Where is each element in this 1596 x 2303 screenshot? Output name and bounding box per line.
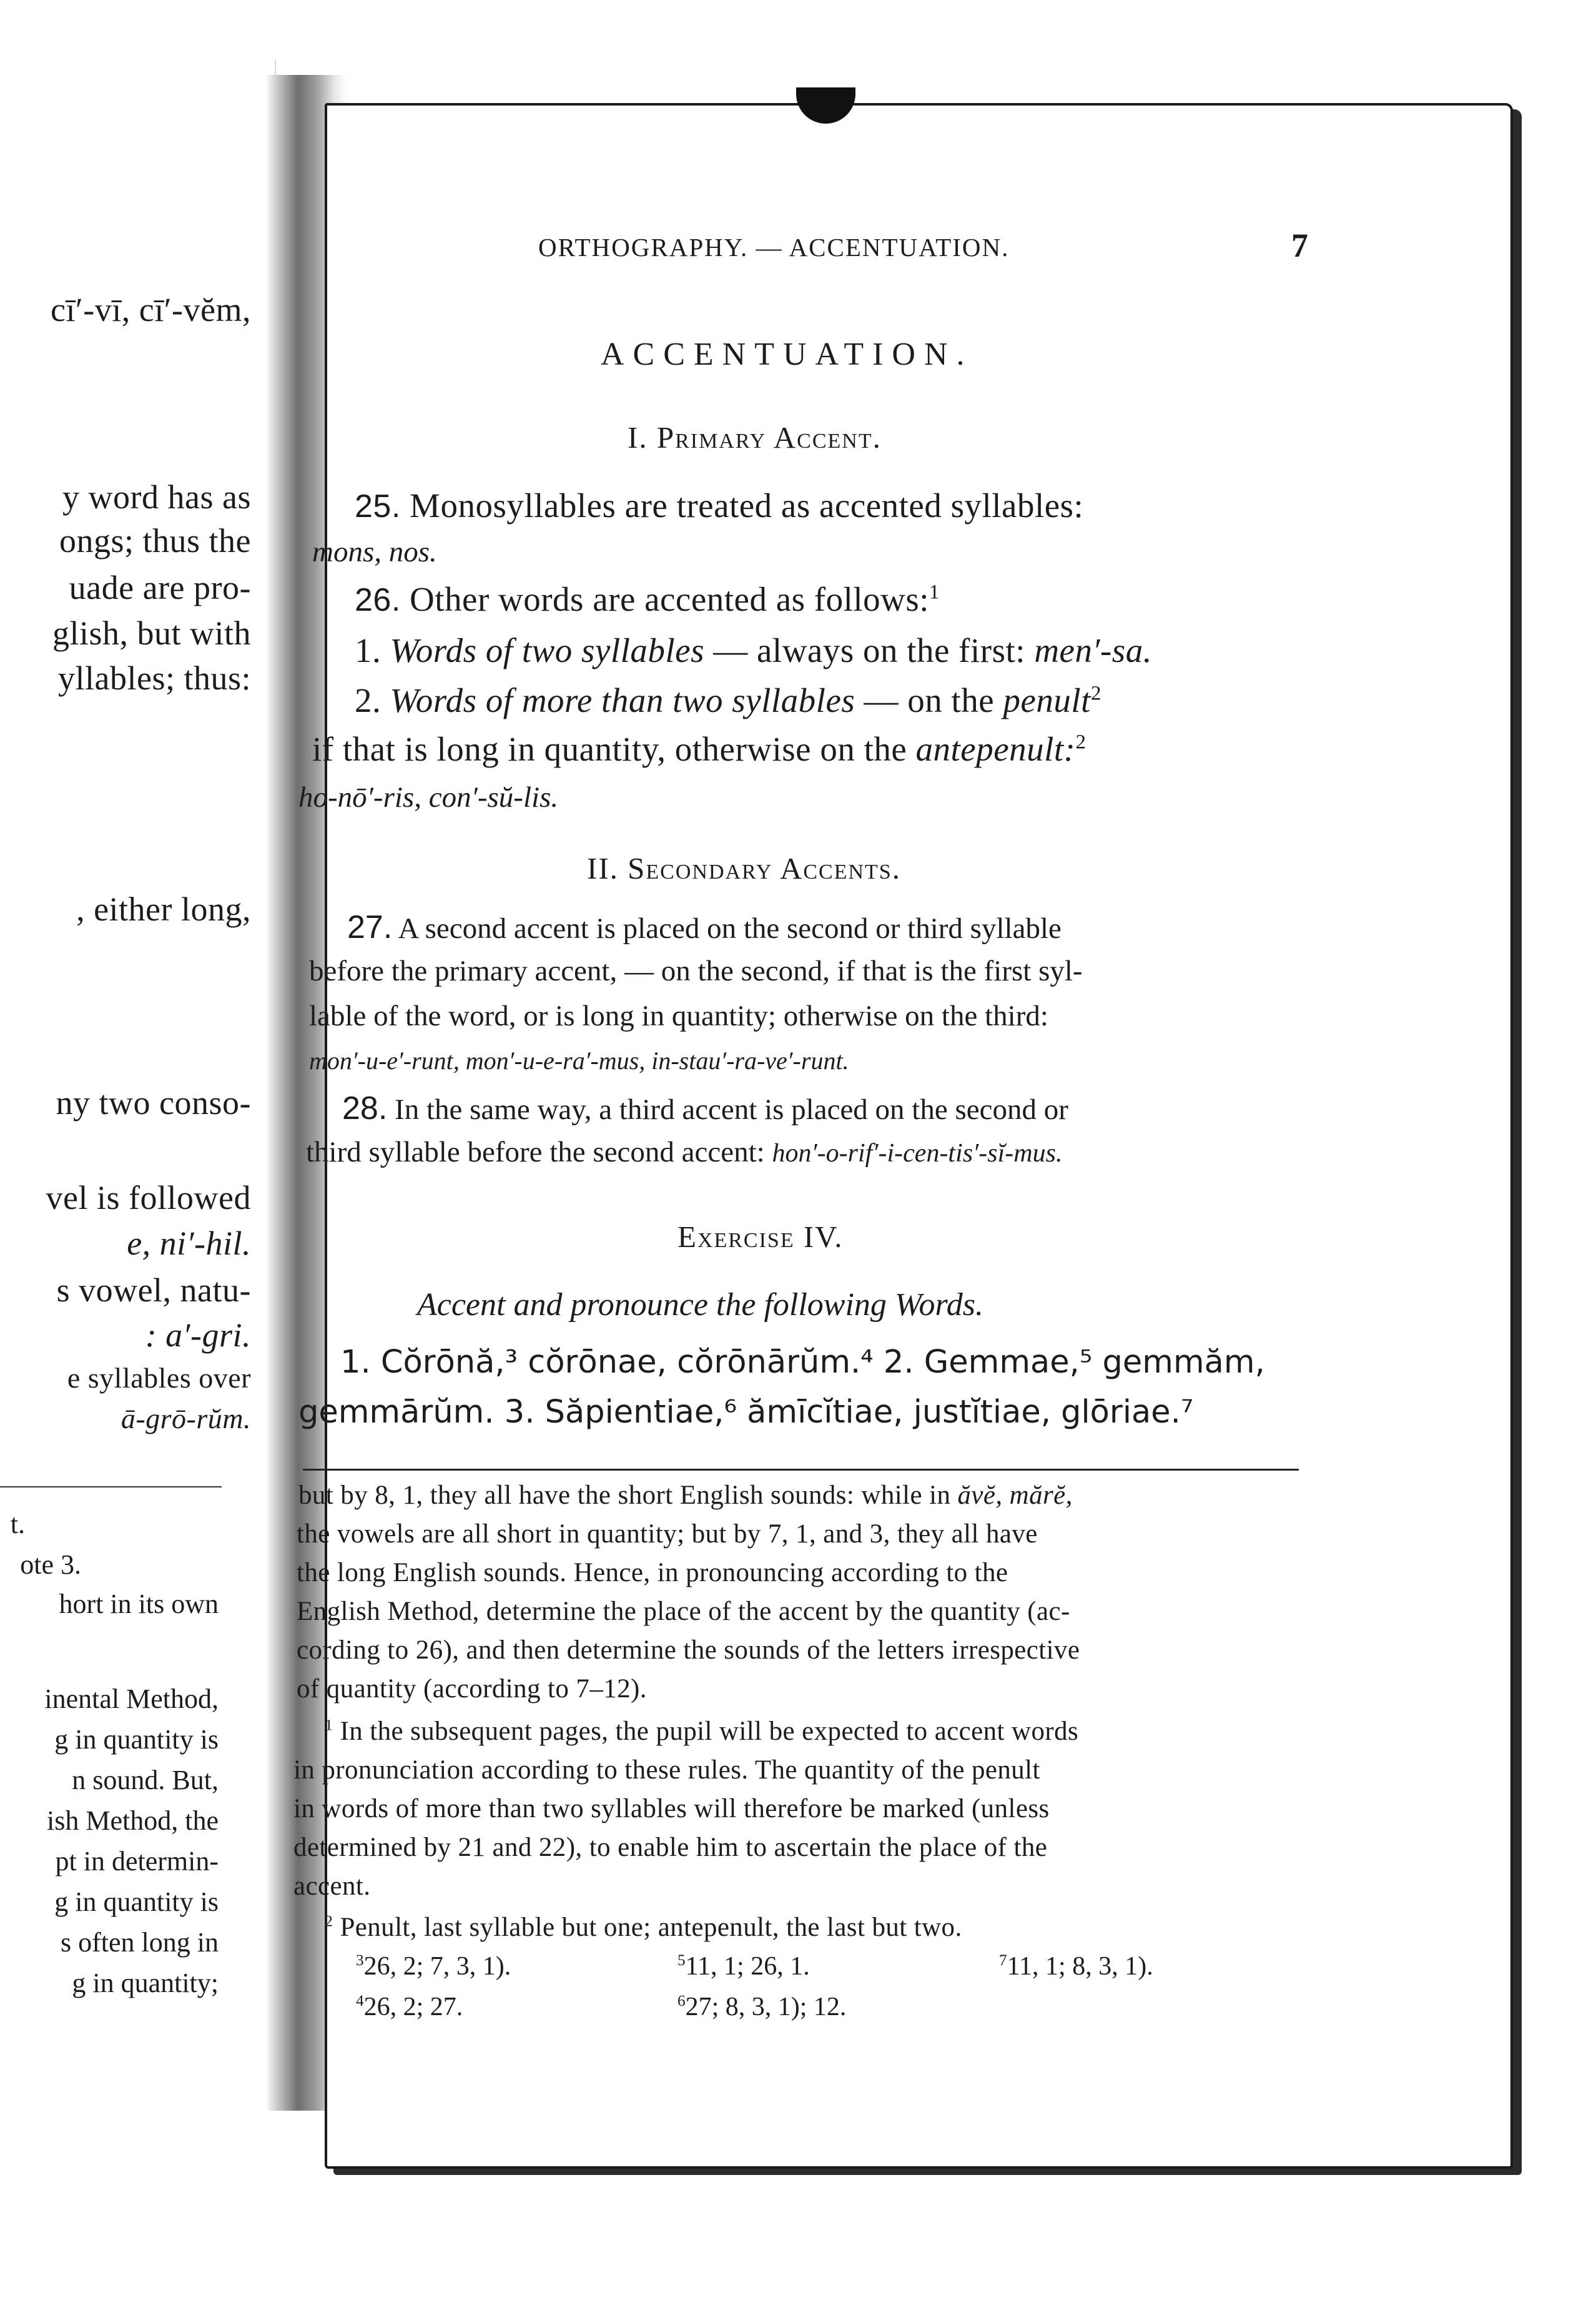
footnote-line: English Method, determine the place of the accent by the quantity (ac- bbox=[297, 1597, 1070, 1626]
exercise-reference bbox=[356, 1992, 463, 2022]
paragraph-28-line bbox=[306, 1135, 1062, 1169]
section-numeral: II. bbox=[587, 851, 619, 885]
exercise-reference bbox=[677, 1951, 810, 1981]
example-words: mons, nos. bbox=[312, 536, 437, 568]
section-heading-primary-accent bbox=[628, 420, 882, 455]
footnote-line bbox=[298, 1480, 1073, 1511]
example-words: ho-nō′-ris, con′-sŭ-lis. bbox=[298, 781, 559, 814]
reference-text: 11, 1; 8, 3, 1). bbox=[1007, 1952, 1153, 1981]
reference-marker: 4 bbox=[356, 1993, 364, 2010]
reference-text: 27; 8, 3, 1); 12. bbox=[685, 1993, 847, 2021]
paragraph-number: 27. bbox=[347, 909, 393, 945]
footnote-2 bbox=[325, 1912, 962, 1943]
left-text-line: ā-grō-rŭm. bbox=[121, 1403, 251, 1434]
footnote-line: determined by 21 and 22), to enable him to ascertain the place of the bbox=[293, 1833, 1048, 1862]
reference-marker: 7 bbox=[999, 1952, 1007, 1969]
left-text-line: vel is followed bbox=[46, 1179, 251, 1216]
paragraph-text: third syllable before the second accent: bbox=[306, 1136, 765, 1168]
section-heading-secondary-accents bbox=[587, 851, 901, 886]
running-header: ORTHOGRAPHY. — ACCENTUATION. bbox=[538, 233, 1010, 262]
footnote-line: the long English sounds. Hence, in pronouncing according to the bbox=[297, 1558, 1008, 1587]
left-text-line: ongs; thus the bbox=[59, 522, 251, 560]
footnote-text: Penult, last syllable but one; antepenult, the last but two. bbox=[340, 1913, 962, 1942]
footnote-marker: 1 bbox=[929, 581, 940, 604]
footnote-line: the vowels are all short in quantity; but by 7, 1, and 3, they all have bbox=[297, 1519, 1038, 1549]
example-words: mon′-u-e′-runt, mon′-u-e-ra′-mus, in-stau′-ra-ve′-runt. bbox=[309, 1047, 849, 1075]
exercise-reference bbox=[356, 1951, 511, 1981]
footnote-line: in pronunciation according to these rules. The quantity of the penult bbox=[293, 1755, 1040, 1785]
previous-page-fragment bbox=[0, 59, 276, 2076]
section-title: Secondary Accents. bbox=[628, 851, 901, 885]
left-text-line: y word has as bbox=[62, 478, 251, 516]
rule-item-1 bbox=[355, 631, 1152, 670]
left-text-line: , either long, bbox=[76, 890, 251, 928]
reference-text: 26, 2; 27. bbox=[363, 1993, 463, 2021]
paragraph-text: A second accent is placed on the second or third syllable bbox=[398, 912, 1062, 945]
left-text-line: cī′-vī, cī′-vĕm, bbox=[50, 291, 251, 328]
paragraph-number: 26. bbox=[355, 582, 401, 618]
reference-marker: 6 bbox=[677, 1993, 686, 2010]
paragraph-text: In the same way, a third accent is placed on the second or bbox=[395, 1093, 1068, 1126]
footnote-text: but by 8, 1, they all have the short English sounds: while in bbox=[298, 1481, 951, 1510]
exercise-words-line: 1. Cŏrōnă,³ cŏrōnae, cŏrōnārŭm.⁴ 2. Gemmae,⁵ gemmăm, bbox=[340, 1344, 1265, 1381]
left-note-line: pt in determin- bbox=[55, 1846, 219, 1876]
paragraph-27-line: lable of the word, or is long in quantity; otherwise on the third: bbox=[309, 1000, 1048, 1032]
paragraph-text: Other words are accented as follows: bbox=[410, 580, 930, 618]
page-number: 7 bbox=[1291, 227, 1308, 264]
left-note-line: g in quantity is bbox=[54, 1886, 219, 1917]
chapter-title: ACCENTUATION. bbox=[601, 337, 973, 372]
left-text-line: uade are pro- bbox=[69, 569, 251, 606]
paragraph-27 bbox=[347, 909, 1062, 946]
section-title: Primary Accent. bbox=[656, 420, 882, 455]
exercise-reference bbox=[677, 1992, 846, 2022]
left-text-line: : a′-gri. bbox=[145, 1316, 251, 1354]
paragraph-27-line: before the primary accent, — on the second, if that is the first syl- bbox=[309, 955, 1083, 987]
footnote-marker: 2 bbox=[1075, 731, 1086, 754]
left-note-line: ish Method, the bbox=[47, 1805, 219, 1836]
footnote-line: of quantity (according to 7–12). bbox=[297, 1674, 647, 1704]
item-text: if that is long in quantity, otherwise on the bbox=[312, 730, 907, 768]
left-note-line: g in quantity; bbox=[72, 1968, 219, 1998]
left-note-line: ote 3. bbox=[20, 1549, 81, 1580]
footnote-rule bbox=[303, 1469, 1299, 1471]
left-note-line: inental Method, bbox=[44, 1684, 219, 1714]
term-antepenult: antepenult: bbox=[915, 730, 1076, 768]
item-text: — always on the first: bbox=[713, 631, 1026, 669]
footnote-example: ăvĕ, mărĕ, bbox=[957, 1481, 1073, 1510]
paragraph-text: Monosyllables are treated as accented syllables: bbox=[410, 486, 1084, 525]
example-word: hon′-o-rif′-i-cen-tis′-sĭ-mus. bbox=[772, 1139, 1063, 1168]
left-text-line: glish, but with bbox=[52, 614, 251, 652]
footnote-marker: 1 bbox=[325, 1715, 333, 1734]
footnote-line: cording to 26), and then determine the sounds of the letters irrespective bbox=[297, 1635, 1080, 1665]
left-text-line: e syllables over bbox=[67, 1362, 251, 1394]
item-label: Words of more than two syllables bbox=[390, 681, 855, 719]
reference-marker: 5 bbox=[677, 1952, 686, 1969]
exercise-instructions: Accent and pronounce the following Words. bbox=[417, 1287, 984, 1323]
footnote-line: in words of more than two syllables will therefore be marked (unless bbox=[293, 1794, 1050, 1823]
item-label: Words of two syllables bbox=[390, 631, 705, 669]
reference-text: 11, 1; 26, 1. bbox=[685, 1952, 810, 1981]
left-note-line: hort in its own bbox=[59, 1589, 219, 1619]
footnote-marker: 2 bbox=[1090, 682, 1101, 705]
left-note-line: t. bbox=[10, 1509, 25, 1539]
left-text-line: s vowel, natu- bbox=[56, 1271, 251, 1309]
footnote-text: In the subsequent pages, the pupil will be expected to accent words bbox=[340, 1717, 1079, 1746]
paragraph-25 bbox=[355, 486, 1083, 525]
paragraph-26 bbox=[355, 579, 940, 619]
left-note-line: g in quantity is bbox=[54, 1724, 219, 1755]
left-note-line: n sound. But, bbox=[72, 1765, 219, 1795]
rule-item-2-continued bbox=[312, 729, 1086, 769]
item-text: — on the bbox=[864, 681, 995, 719]
item-number: 2. bbox=[355, 681, 382, 719]
item-number: 1. bbox=[355, 631, 382, 669]
paragraph-number: 28. bbox=[342, 1090, 388, 1127]
item-example: men′-sa. bbox=[1034, 631, 1152, 669]
exercise-reference bbox=[999, 1951, 1153, 1981]
left-footnote-rule bbox=[0, 1486, 222, 1487]
left-note-line: s often long in bbox=[61, 1927, 219, 1958]
exercise-heading: Exercise IV. bbox=[677, 1220, 844, 1254]
exercise-words-line: gemmārŭm. 3. Săpientiae,⁶ ămīcĭtiae, justĭtiae, glōriae.⁷ bbox=[298, 1394, 1194, 1431]
reference-marker: 3 bbox=[356, 1952, 364, 1969]
rule-item-2 bbox=[355, 681, 1101, 720]
footnote-marker: 2 bbox=[325, 1911, 333, 1930]
footnote-1 bbox=[325, 1716, 1078, 1747]
reference-text: 26, 2; 7, 3, 1). bbox=[363, 1952, 511, 1981]
term-penult: penult bbox=[1003, 681, 1091, 719]
paragraph-number: 25. bbox=[355, 488, 401, 525]
footnote-line: accent. bbox=[293, 1871, 371, 1901]
paragraph-28 bbox=[342, 1090, 1068, 1127]
left-text-line: ny two conso- bbox=[56, 1084, 251, 1122]
section-numeral: I. bbox=[628, 420, 648, 455]
left-text-line: e, ni′-hil. bbox=[127, 1225, 251, 1262]
left-text-line: yllables; thus: bbox=[58, 659, 251, 697]
